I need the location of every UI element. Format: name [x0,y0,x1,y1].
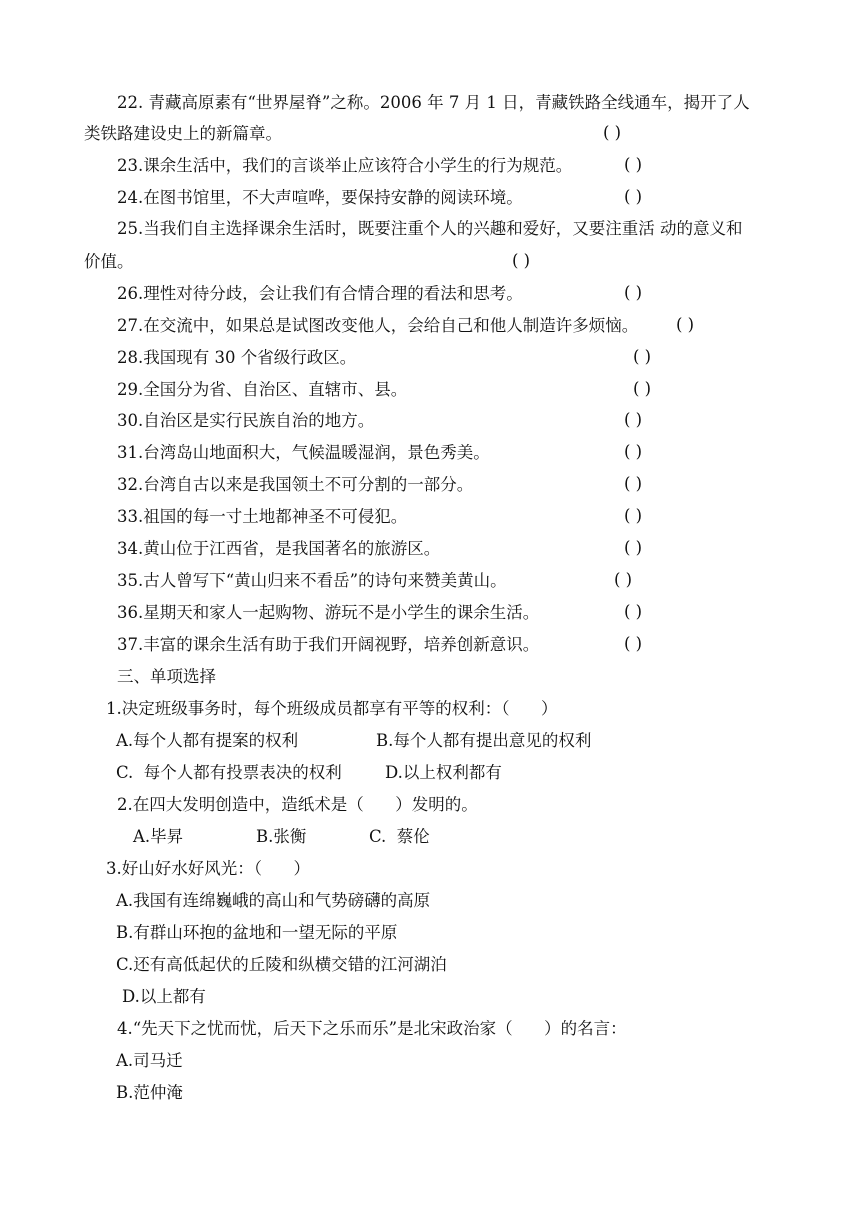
question-25-line-1: 25.当我们自主选择课余生活时，既要注重个人的兴趣和爱好，又要注重活 动的意义和 [117,219,743,238]
question-35: 35.古人曾写下“黄山归来不看岳”的诗句来赞美黄山。 [117,571,507,590]
mc-q1-option-a: A.每个人都有提案的权利 [116,731,299,750]
answer-blank-27: ( ) [676,315,695,334]
answer-blank-25: ( ) [512,251,531,270]
answer-blank-36: ( ) [624,602,643,621]
question-34: 34.黄山位于江西省，是我国著名的旅游区。 [117,539,441,558]
mc-question-3: 3.好山好水好风光：（ ） [106,859,310,878]
answer-blank-23: ( ) [624,155,643,174]
answer-blank-22: ( ) [603,123,622,142]
section-title-single-choice: 三、单项选择 [117,667,216,686]
answer-blank-37: ( ) [624,634,643,653]
answer-blank-32: ( ) [624,474,643,493]
question-29: 29.全国分为省、自治区、直辖市、县。 [117,380,408,399]
question-36: 36.星期天和家人一起购物、游玩不是小学生的课余生活。 [117,603,540,622]
mc-q4-option-a: A.司马迁 [116,1051,183,1070]
mc-q3-option-c: C.还有高低起伏的丘陵和纵横交错的江河湖泊 [116,955,447,974]
question-22-line-2: 类铁路建设史上的新篇章。 [84,124,282,143]
mc-q1-option-d: D.以上权利都有 [385,763,502,782]
question-24: 24.在图书馆里，不大声喧哗，要保持安静的阅读环境。 [117,188,523,207]
mc-question-2: 2.在四大发明创造中，造纸术是（ ）发明的。 [117,795,478,814]
mc-q2-option-a: A.毕昇 [133,827,184,846]
question-33: 33.祖国的每一寸土地都神圣不可侵犯。 [117,507,408,526]
answer-blank-34: ( ) [624,538,643,557]
question-27: 27.在交流中，如果总是试图改变他人，会给自己和他人制造许多烦恼。 [117,316,639,335]
question-30: 30.自治区是实行民族自治的地方。 [117,411,375,430]
question-37: 37.丰富的课余生活有助于我们开阔视野，培养创新意识。 [117,635,540,654]
question-26: 26.理性对待分歧，会让我们有合情合理的看法和思考。 [117,284,523,303]
mc-q1-option-c: C. 每个人都有投票表决的权利 [116,763,342,782]
answer-blank-24: ( ) [624,187,643,206]
answer-blank-26: ( ) [624,283,643,302]
question-31: 31.台湾岛山地面积大，气候温暖湿润，景色秀美。 [117,443,490,462]
mc-q4-option-b: B.范仲淹 [116,1083,183,1102]
mc-q3-option-a: A.我国有连绵巍峨的高山和气势磅礴的高原 [116,891,431,910]
mc-q2-option-b: B.张衡 [256,827,307,846]
question-28: 28.我国现有 30 个省级行政区。 [117,348,357,367]
mc-q1-option-b: B.每个人都有提出意见的权利 [376,731,592,750]
answer-blank-35: ( ) [614,570,633,589]
question-32: 32.台湾自古以来是我国领土不可分割的一部分。 [117,475,474,494]
mc-question-1: 1.决定班级事务时，每个班级成员都享有平等的权利：（ ） [106,699,558,718]
mc-q3-option-d: D.以上都有 [122,987,206,1006]
question-23: 23.课余生活中，我们的言谈举止应该符合小学生的行为规范。 [117,156,573,175]
mc-q2-option-c: C. 蔡伦 [369,827,430,846]
mc-q3-option-b: B.有群山环抱的盆地和一望无际的平原 [116,923,398,942]
answer-blank-30: ( ) [624,410,643,429]
answer-blank-31: ( ) [624,442,643,461]
question-22-line-1: 22. 青藏高原素有“世界屋脊”之称。2006 年 7 月 1 日，青藏铁路全线通车，揭开了人 [117,93,750,112]
answer-blank-33: ( ) [624,506,643,525]
answer-blank-28: ( ) [633,347,652,366]
answer-blank-29: ( ) [633,379,652,398]
mc-question-4: 4.“先天下之忧而忧，后天下之乐而乐”是北宋政治家（ ）的名言： [117,1019,627,1038]
question-25-line-2: 价值。 [84,252,134,271]
